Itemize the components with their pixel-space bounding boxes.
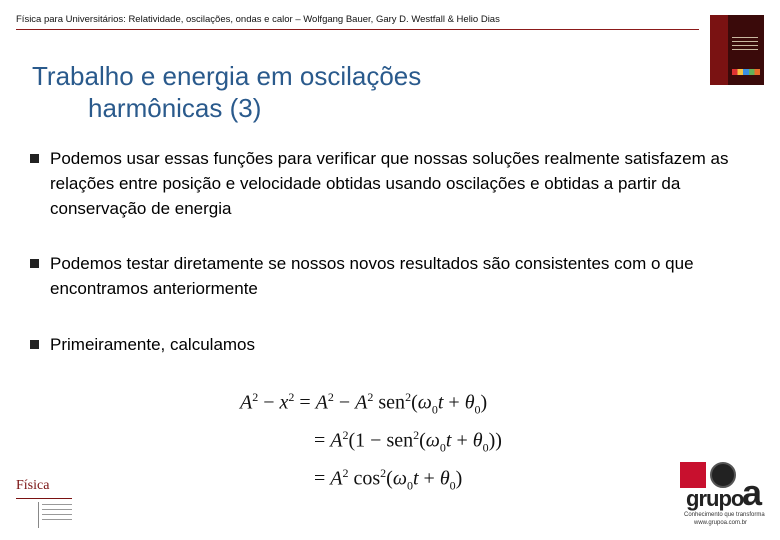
bullet-item <box>30 332 750 357</box>
logo-vertical-rule <box>38 502 39 528</box>
grupo-tagline: Conhecimento que transforma <box>684 512 765 518</box>
slide-title <box>32 60 421 124</box>
equation-line-1: $A^2 - x^2 = A^2 - A^2$ $sen^2(\omega_0t + \theta_0)$ <box>240 390 488 417</box>
header-divider <box>16 29 699 30</box>
logo-rule <box>16 498 72 499</box>
bullet-text: Primeiramente, calculamos <box>50 335 256 354</box>
bullet-text: Podemos testar diretamente se nossos novos resultados são consistentes com o que encontramos anteriormente <box>50 254 694 298</box>
logo-small-text <box>42 504 72 524</box>
fisica-logo-text: Física <box>16 478 50 493</box>
title-line-1: Trabalho e energia em oscilações <box>32 61 422 91</box>
bullet-square-icon <box>30 154 39 163</box>
bookman-seal-icon <box>710 462 736 488</box>
equation-line-2: = $A^2(1 - sen^2(\omega_0t + \theta_0))$ <box>314 428 502 455</box>
cover-band <box>710 15 728 85</box>
title-line-2: harmônicas (3) <box>88 93 262 123</box>
book-cover-image <box>710 15 764 85</box>
equation-line-3: = $A^2$ $\cos^2(\omega_0t + \theta_0)$ <box>314 466 463 493</box>
grupo-url: www.grupoa.com.br <box>694 520 748 526</box>
bullet-text: Podemos usar essas funções para verificar que nossas soluções realmente satisfazem as relações entre posição e velocidade obtidas usando oscilações e obtidas a partir da conservação de energia <box>50 149 729 218</box>
bullet-list <box>30 146 750 357</box>
fisica-logo <box>16 478 76 528</box>
bullet-item <box>30 146 750 221</box>
cover-text-lines <box>732 37 758 51</box>
grupo-a-logo <box>680 458 770 528</box>
grupo-a-letter: a <box>742 472 763 513</box>
bullet-item <box>30 251 750 301</box>
grupo-text: grupo <box>686 486 744 511</box>
cover-color-strip <box>732 69 760 75</box>
header-text: Física para Universitários: Relatividade, oscilações, ondas e calor – Wolfgang Bauer, Gary D. Westfall & Helio Dias <box>16 14 500 25</box>
bullet-square-icon <box>30 259 39 268</box>
bullet-square-icon <box>30 340 39 349</box>
mcgraw-hill-logo <box>680 462 706 488</box>
